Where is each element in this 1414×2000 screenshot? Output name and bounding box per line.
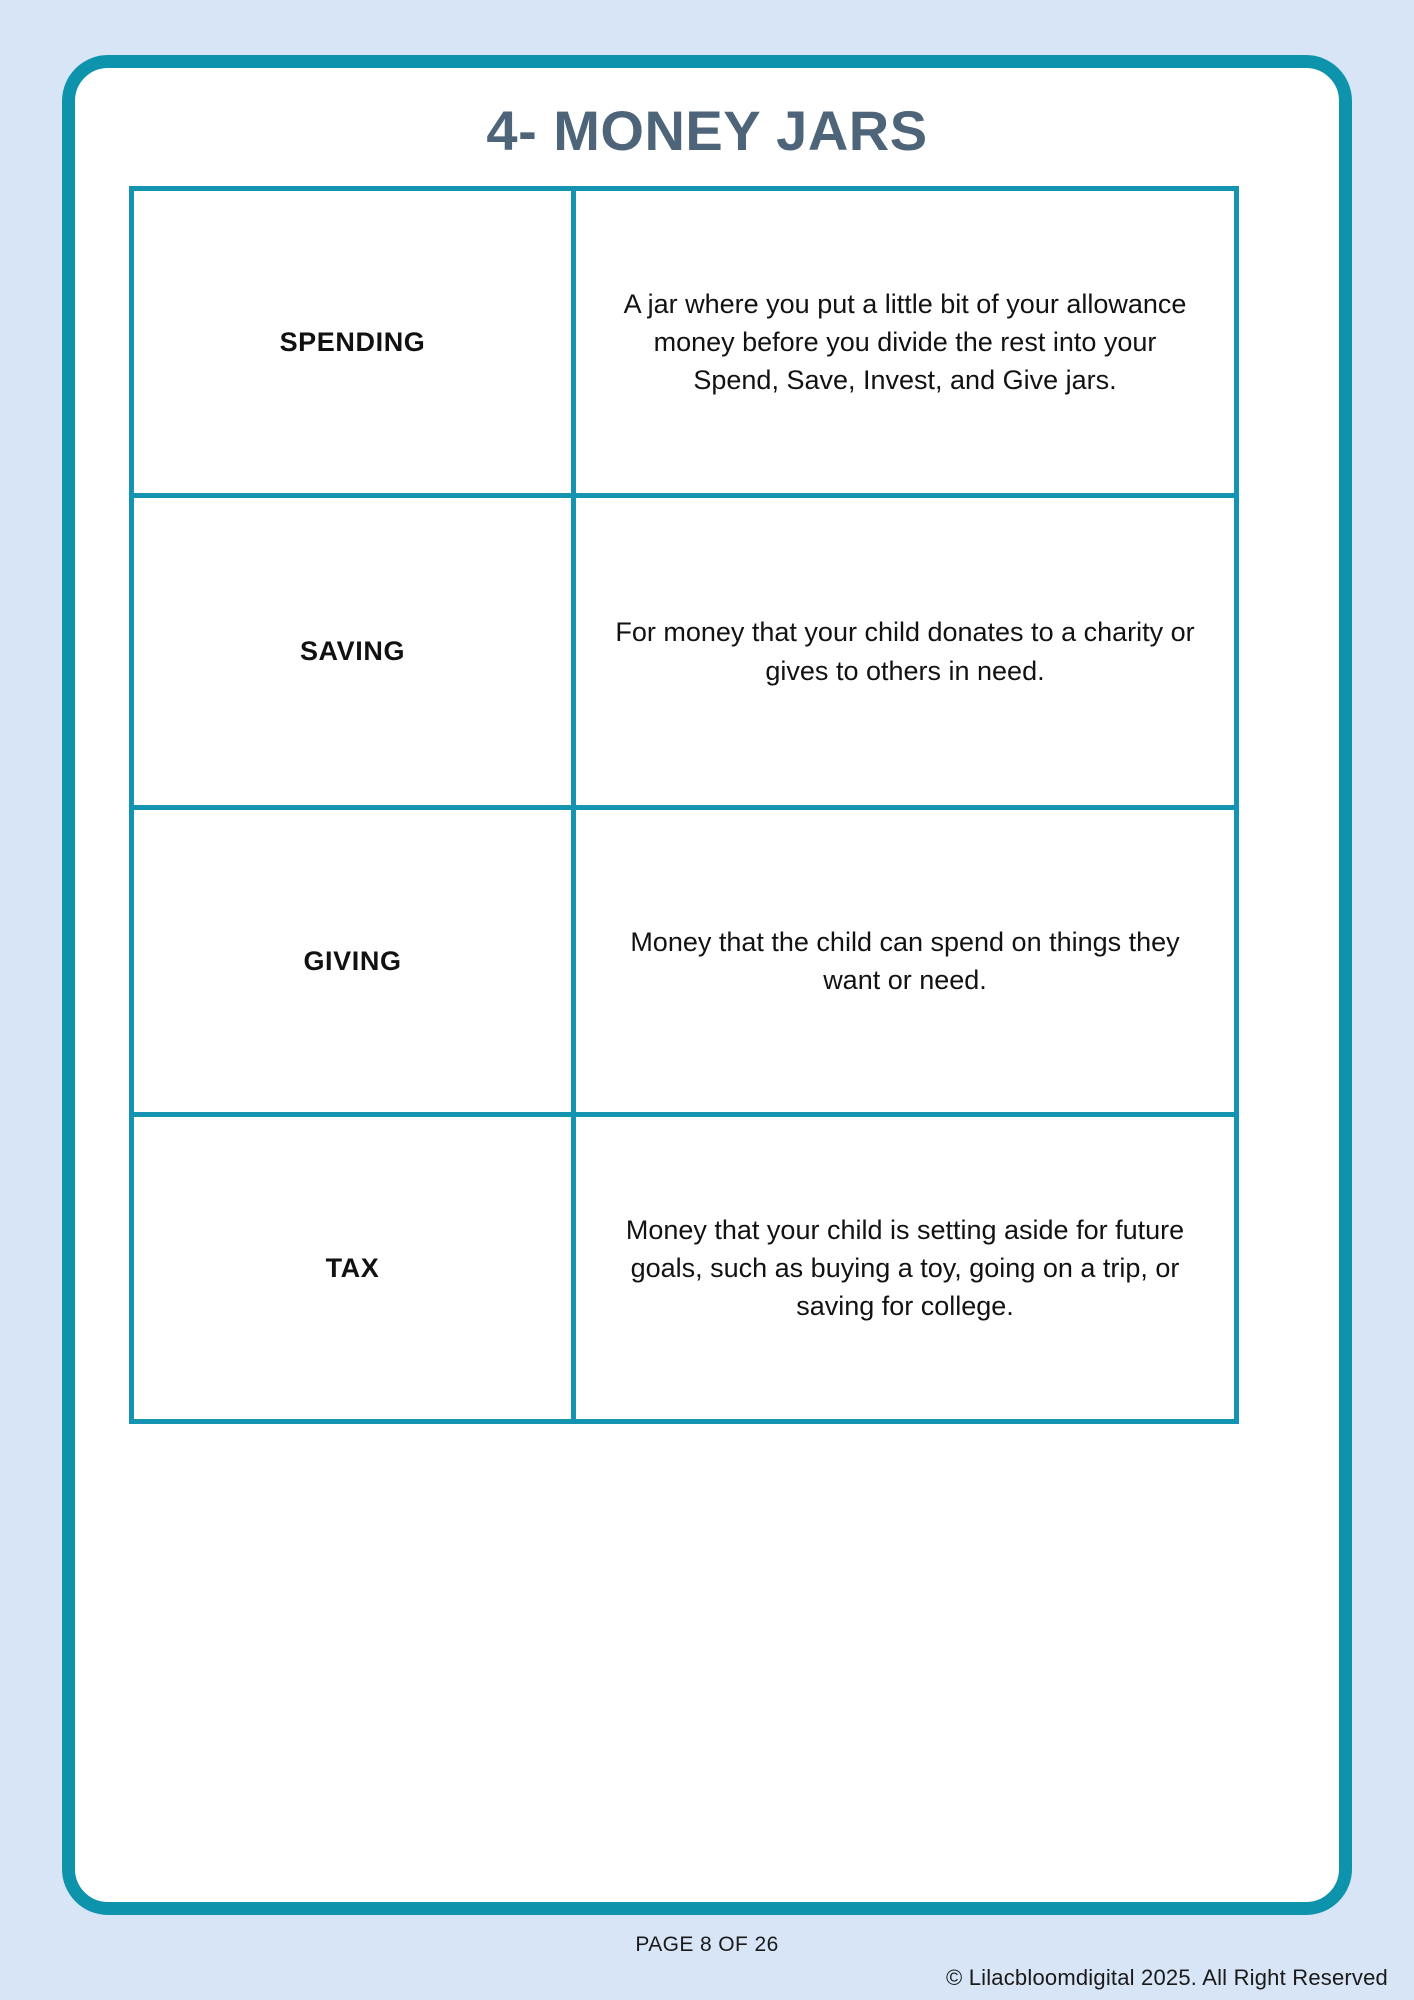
page-title: 4- MONEY JARS: [486, 99, 928, 162]
table-row: [132, 1115, 1237, 1422]
jar-description-cell: For money that your child donates to a charity or gives to others in need.: [574, 496, 1237, 808]
table-row: [132, 189, 1237, 496]
jar-description-cell: Money that the child can spend on things they want or need.: [574, 808, 1237, 1115]
money-jars-table-container: [129, 186, 1239, 1424]
jar-term-cell: TAX: [132, 1115, 574, 1422]
jar-description-cell: A jar where you put a little bit of your allowance money before you divide the rest into your Spend, Save, Invest, and Give jars.: [574, 189, 1237, 496]
table-row: [132, 808, 1237, 1115]
jar-term-cell: GIVING: [132, 808, 574, 1115]
jar-description-cell: Money that your child is setting aside for future goals, such as buying a toy, going on a trip, or saving for college.: [574, 1115, 1237, 1422]
jar-term-cell: SPENDING: [132, 189, 574, 496]
worksheet-card: [62, 55, 1352, 1915]
table-row: [132, 496, 1237, 808]
copyright-notice: © Lilacbloomdigital 2025. All Right Reserved: [945, 1965, 1388, 1990]
money-jars-table: [129, 186, 1239, 1424]
page-number-label: PAGE 8 OF 26: [635, 1933, 779, 1956]
jar-term-cell: SAVING: [132, 496, 574, 808]
